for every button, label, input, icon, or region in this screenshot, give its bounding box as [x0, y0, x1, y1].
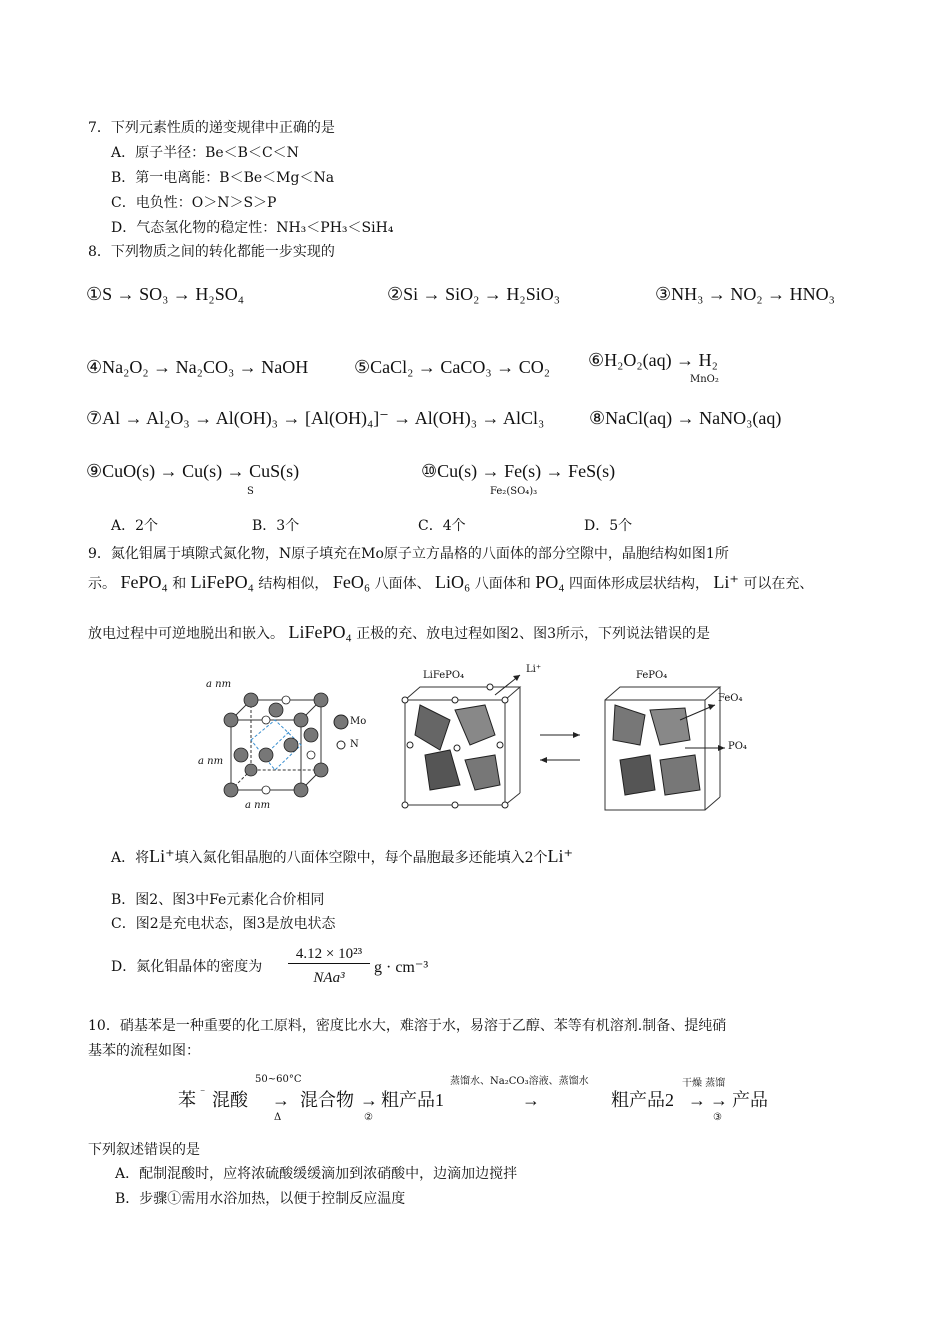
- q8-item-4: ④Na₂O₂ → Na₂CO₃ → NaOH: [86, 357, 309, 377]
- q8-item-1: ①S → SO₃ → H₂SO₄: [86, 284, 244, 304]
- q8-item-10: ⑩Cu(s) → Fe(s) → FeS(s): [421, 461, 616, 481]
- flow-c1-bot: Δ: [274, 1112, 282, 1123]
- q9-line-1: 9．氮化钼属于填隙式氮化物，N原子填充在Mo原子立方晶格的八面体的部分空隙中，晶胞结构如图1所: [88, 546, 729, 562]
- q9-l2-t12: 可以在充、: [743, 576, 814, 592]
- q9-l2-t6: 八面体、: [374, 576, 431, 592]
- fig1-cell: [224, 693, 348, 797]
- q8-item-3: ③NH₃ → NO₂ → HNO₃: [655, 284, 835, 304]
- q9-option-a: [111, 846, 573, 867]
- q8-cond-fe2so43: Fe₂(SO₄)₃: [490, 486, 538, 497]
- q9-l2-t8: 八面体和: [474, 576, 531, 592]
- q9-l2-t10: 四面体形成层状结构，: [568, 576, 709, 592]
- q9-l2-t2: 和: [172, 576, 187, 592]
- flow-n6: 产品: [732, 1090, 768, 1110]
- flow-c2-bot: ②: [364, 1112, 373, 1123]
- q9-line-2: [88, 572, 813, 593]
- q8-cond-mno2: MnO₂: [690, 374, 719, 385]
- q9-lifepo4-2: LiFePO₄: [288, 622, 352, 642]
- q7-option-c: C．电负性：O＞N＞S＞P: [111, 195, 277, 211]
- flow-arrow-3: →: [522, 1090, 540, 1110]
- flow-sep: ⁻: [200, 1088, 206, 1099]
- q8-option-b: B．3个: [252, 518, 300, 534]
- q9-fepo4: FePO₄: [120, 572, 168, 592]
- q9-a-t2: 填入氮化钼晶胞的八面体空隙中，每个晶胞最多还能填入2个: [174, 850, 548, 866]
- fig2-li: Li⁺: [526, 664, 542, 675]
- flow-n4: 粗产品1: [381, 1090, 444, 1110]
- fig2-structure: [402, 675, 520, 808]
- q7-stem: 7．下列元素性质的递变规律中正确的是: [88, 120, 335, 136]
- flow-arrow-4: →: [688, 1090, 706, 1110]
- q8-item-7: ⑦Al → Al₂O₃ → Al(OH)₃ → [Al(OH)₄]⁻ → Al(OH)₃ → AlCl₃: [86, 408, 545, 428]
- q7-option-a: A．原子半径：Be＜B＜C＜N: [111, 145, 299, 161]
- q9-a-t0: A．将: [111, 850, 150, 866]
- q9-l3-t2: 正极的充、放电过程如图2、图3所示，下列说法错误的是: [356, 626, 711, 642]
- flow-c4-bot: ③: [713, 1112, 722, 1123]
- q9-figures: [195, 660, 785, 820]
- fig3-po4: PO₄: [728, 741, 747, 752]
- fig1-a-top: a nm: [206, 679, 232, 690]
- fig1-a-bottom: a nm: [245, 800, 271, 811]
- q9-po4: PO₄: [535, 572, 565, 592]
- q8-item-2: ②Si → SiO₂ → H₂SiO₃: [387, 284, 560, 304]
- q8-item-9: ⑨CuO(s) → Cu(s) → CuS(s): [86, 461, 300, 481]
- flow-n1: 苯: [178, 1090, 196, 1110]
- flow-n5: 粗产品2: [611, 1090, 674, 1110]
- fig2-title: LiFePO₄: [423, 670, 465, 681]
- fig3-structure: [605, 687, 725, 810]
- fig1-a-left: a nm: [198, 756, 224, 767]
- flow-arrow-2: →: [360, 1090, 378, 1110]
- flow-c3-top: 蒸馏水、Na₂CO₃溶液、蒸馏水: [450, 1076, 589, 1087]
- q8-option-d: D．5个: [584, 518, 633, 534]
- flow-c4-top: 干燥 蒸馏: [682, 1078, 726, 1089]
- q10-line-1: 10．硝基苯是一种重要的化工原料，密度比水大，难溶于水，易溶于乙醇、苯等有机溶剂.制备、提纯硝: [88, 1018, 727, 1034]
- q10-lead: 下列叙述错误的是: [88, 1142, 200, 1158]
- q9-option-c: C．图2是充电状态，图3是放电状态: [111, 916, 336, 932]
- q9-d-denominator: NAa³: [313, 970, 345, 986]
- q8-item-5: ⑤CaCl₂ → CaCO₃ → CO₂: [354, 357, 550, 377]
- flow-n3: 混合物: [300, 1090, 354, 1110]
- fig1-legend-n: N: [350, 739, 359, 750]
- flow-arrow-1: →: [272, 1090, 290, 1110]
- flow-c1-top: 50~60°C: [255, 1074, 302, 1085]
- q9-l2-t0: 示。: [88, 576, 116, 592]
- q9-lio6: LiO₆: [435, 572, 471, 592]
- q9-li-ion: Li⁺: [713, 572, 739, 592]
- legend-n-dot: [337, 741, 345, 749]
- q7-option-b: B．第一电离能：B＜Be＜Mg＜Na: [111, 170, 335, 186]
- q8-item-8: ⑧NaCl(aq) → NaNO₃(aq): [589, 408, 782, 428]
- q9-option-b: B．图2、图3中Fe元素化合价相同: [111, 892, 325, 908]
- q9-feo6: FeO₆: [332, 572, 371, 592]
- q8-option-c: C．4个: [418, 518, 466, 534]
- q8-cond-s: S: [247, 486, 254, 497]
- flow-arrow-5: →: [710, 1090, 728, 1110]
- q8-item-6: ⑥H₂O₂(aq) → H₂: [588, 350, 718, 370]
- q9-a-li1: Li⁺: [149, 846, 175, 866]
- q9-l3-t0: 放电过程中可逆地脱出和嵌入。: [88, 626, 284, 642]
- q9-lifepo4: LiFePO₄: [190, 572, 254, 592]
- q9-d-unit: g · cm⁻³: [374, 959, 429, 976]
- fig3-title: FePO₄: [636, 670, 668, 681]
- q7-option-d: D．气态氢化物的稳定性：NH₃＜PH₃＜SiH₄: [111, 220, 394, 236]
- fig1-legend-mo: Mo: [350, 716, 367, 727]
- q8-stem: 8．下列物质之间的转化都能一步实现的: [88, 244, 335, 260]
- q9-option-d-prefix: D．氮化钼晶体的密度为: [111, 959, 263, 975]
- q9-a-li2: Li⁺: [547, 846, 574, 866]
- q9-d-numerator: 4.12 × 10²³: [288, 946, 370, 964]
- q10-line-2: 基苯的流程如图：: [88, 1043, 200, 1059]
- q9-line-3: [88, 622, 710, 643]
- flow-n2: 混酸: [212, 1090, 248, 1110]
- q10-option-b: B．步骤①需用水浴加热，以便于控制反应温度: [115, 1191, 406, 1207]
- legend-mo-dot: [334, 715, 348, 729]
- fig3-feo4: FeO₄: [718, 693, 743, 704]
- q8-option-a: A．2个: [111, 518, 159, 534]
- q9-l2-t4: 结构相似，: [258, 576, 329, 592]
- q10-option-a: A．配制混酸时，应将浓硫酸缓缓滴加到浓硝酸中，边滴加边搅拌: [115, 1166, 518, 1182]
